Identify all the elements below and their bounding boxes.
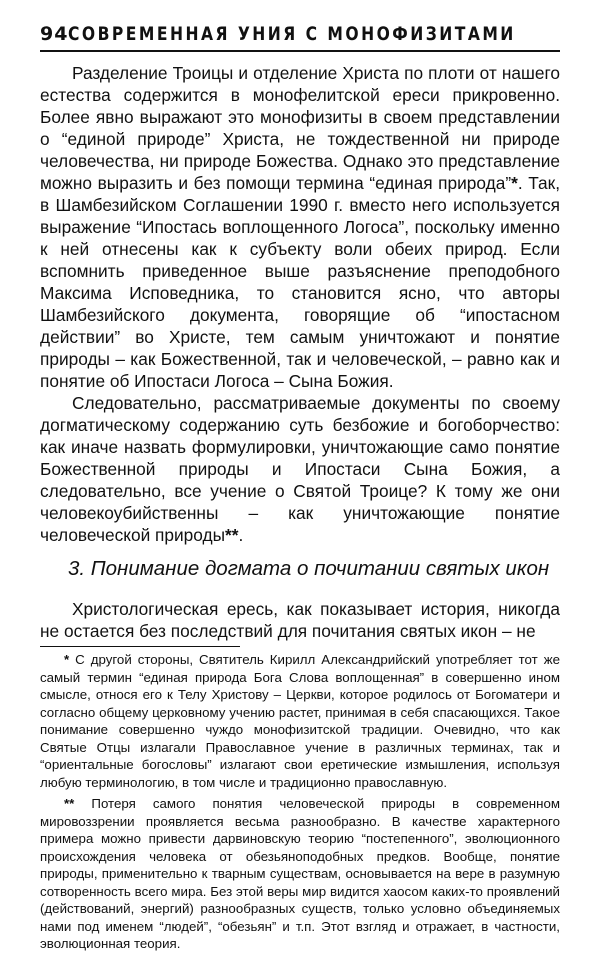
book-page bbox=[40, 22, 560, 957]
section-paragraph: Христологическая ересь, как показывает история, никогда не остается без последствий для почитания святых икон – не bbox=[40, 599, 560, 641]
body-paragraph bbox=[40, 392, 560, 546]
paragraph-text: Следовательно, рассматриваемые документы по своему догматическому содержанию суть безбожие и богоборчество: как иначе назвать формулировки, уничтожающие само понятие Божественной природы и Ипостаси Сына Божия, а следовательно, все учение о Святой Троице? К тому же они человекоубийственны – как уничтожающие понятие человеческой природы bbox=[40, 393, 560, 545]
footnote-text: С другой стороны, Святитель Кирилл Александрийский употребляет тот же самый термин “единая природа Бога Слова воплощенная” в совершенно ином смысле, относя его к Телу Христову – Церкви, которое родилось от Богоматери и согласно общему церковному учению растет, принимая в себя спасающихся. Такое понимание совершенно чуждо монофизитской традиции. Очевидно, что как Святые Отцы излагали Православное учение в различных терминах, так и “ориентальные богословы” излагают свои еретические измышления, используя любую терминологию, в том числе и традиционно православную. bbox=[40, 652, 560, 790]
running-title: СОВРЕМЕННАЯ УНИЯ С МОНОФИЗИТАМИ bbox=[68, 23, 517, 45]
section-heading: 3. Понимание догмата о почитании святых икон bbox=[68, 557, 550, 580]
footnote bbox=[40, 651, 560, 791]
footnote-divider bbox=[40, 646, 240, 647]
paragraph-text-continued: . bbox=[238, 525, 244, 545]
footnote-reference: ** bbox=[225, 525, 239, 545]
running-head bbox=[40, 22, 560, 52]
footnote-mark: ** bbox=[64, 796, 75, 811]
paragraph-text: Разделение Троицы и отделение Христа по плоти от нашего естества содержится в монофелитской ереси прикровенно. Более явно выражают это монофизиты в своем представлении о “единой природе” Христа, не тождественной ни природе человечества, ни природе Божества. Однако это представление можно выразить и без помощи термина “единая природа” bbox=[40, 63, 560, 193]
page-number: 94 bbox=[40, 23, 69, 45]
body-paragraph bbox=[40, 62, 560, 392]
footnote-reference: * bbox=[511, 173, 518, 193]
footnote-mark: * bbox=[64, 652, 70, 667]
footnote-text: Потеря самого понятия человеческой природы в современном мировоззрении проявляется весьма разнообразно. В качестве характерного примера можно привести дарвиновскую теорию “постепенного”, эволюционного происхождения человека от обезьяноподобных предков. Вообще, понятие природы, применительно к тварным существам, основывается на вере в разумную сотворенность всего мира. Без этой веры мир видится хаосом каких-то проявлений (действований, энергий) разнообразных существ, только условно объединяемых нами под именем “людей”, “обезьян” и т.п. Этот взгляд и отражает, в частности, эволюционная теория. bbox=[40, 796, 560, 951]
paragraph-text-continued: . Так, в Шамбезийском Соглашении 1990 г. вместо него используется выражение “Ипостась воплощенного Логоса”, поскольку именно к ней отнесены как к субъекту воли обеих природ. Если вспомнить приведенное выше разъяснение преподобного Максима Исповедника, то становится ясно, что авторы Шамбезийского документа, говорящие об “ипостасном действии” во Христе, тем самым уничтожают и понятие природы – как Божественной, так и человеческой, – равно как и понятие об Ипостаси Логоса – Сына Божия. bbox=[40, 173, 560, 391]
footnote bbox=[40, 795, 560, 953]
